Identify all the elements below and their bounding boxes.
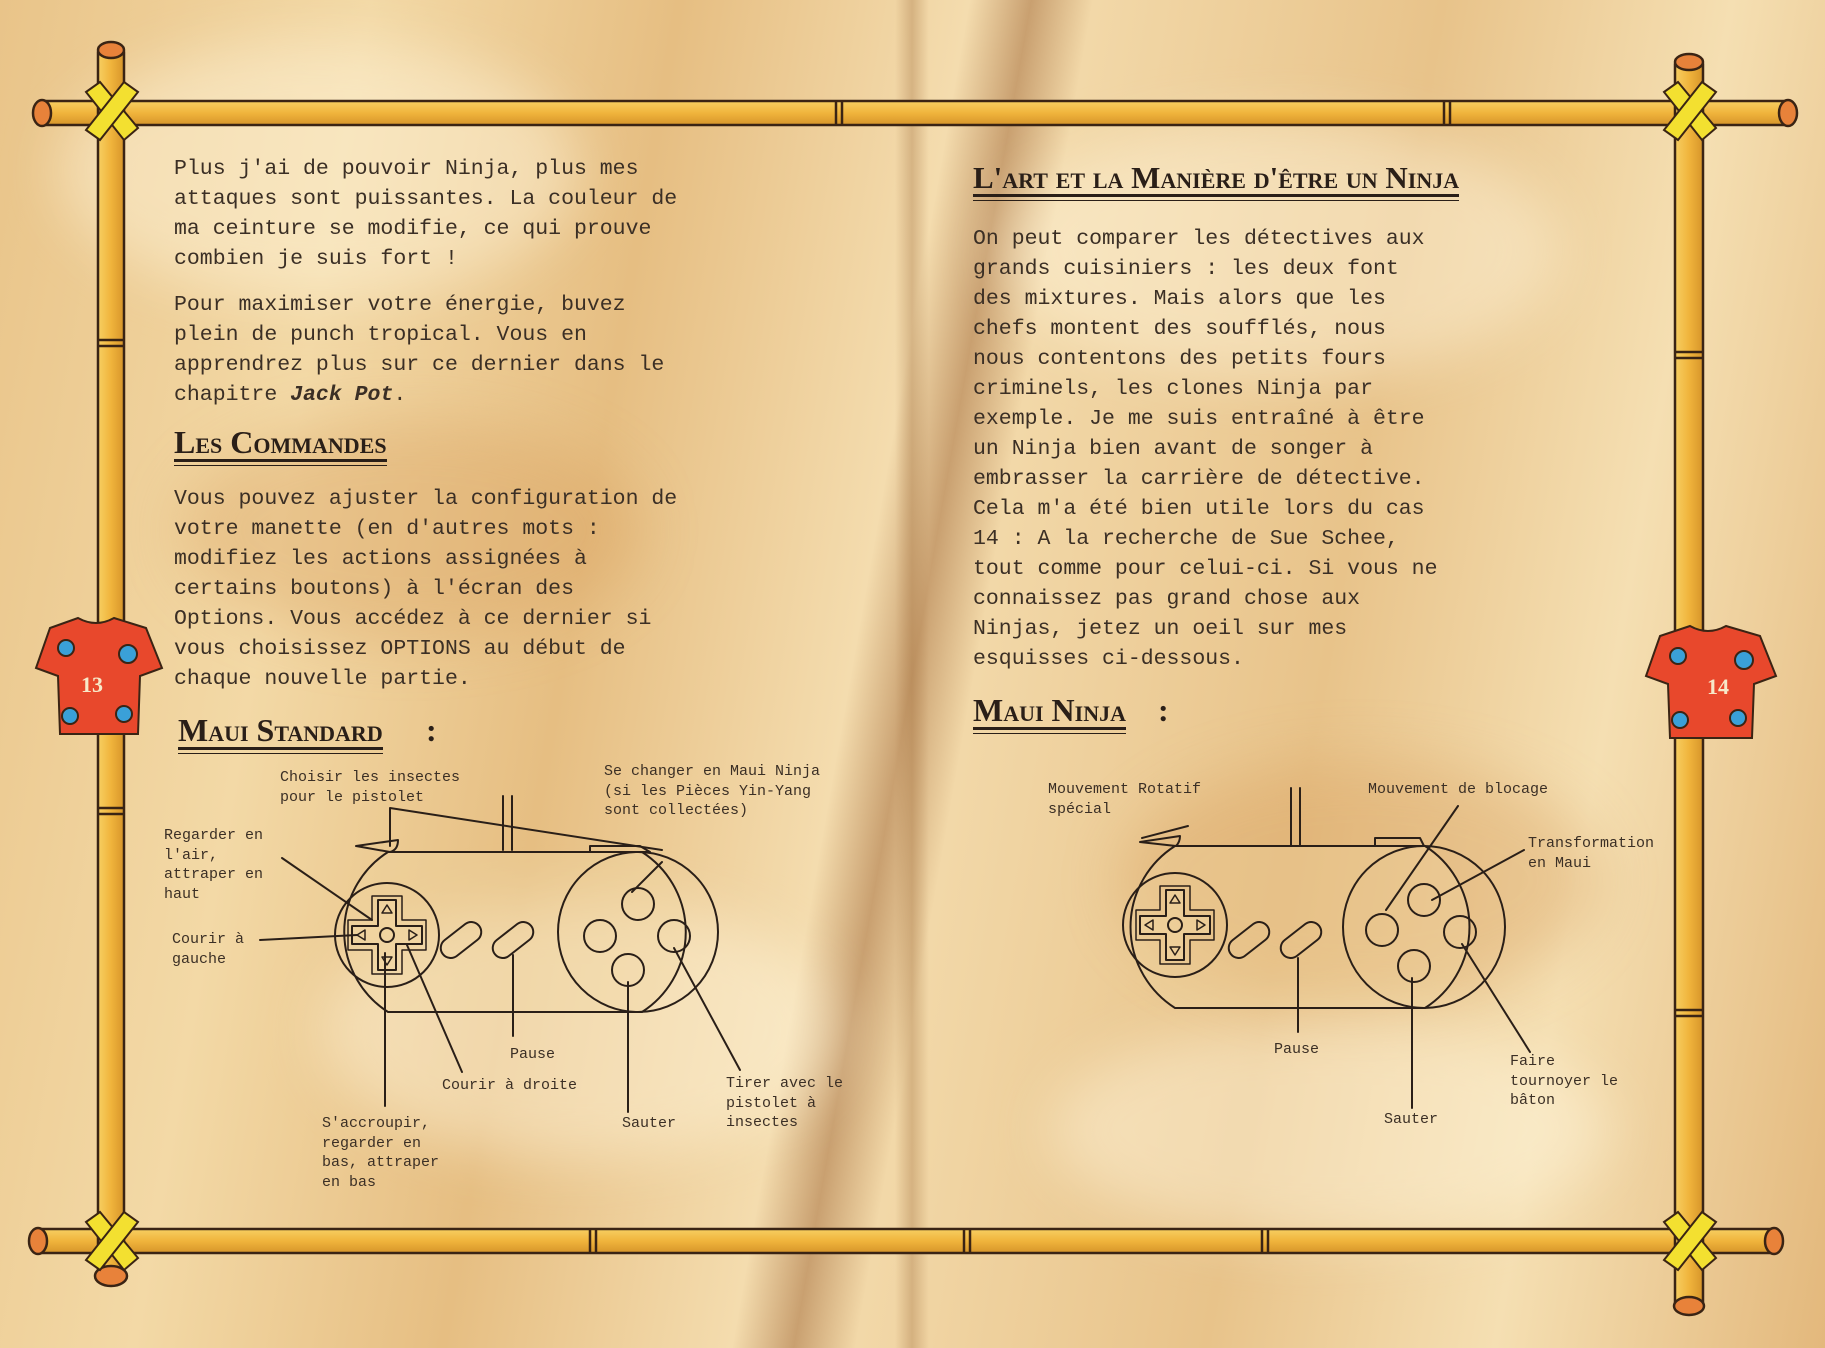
label-rotate: Mouvement Rotatif spécial — [1048, 781, 1202, 818]
energy-paragraph — [174, 290, 664, 410]
commands-paragraph: Vous pouvez ajuster la configuration de votre manette (en d'autres mots : modifiez les actions assignées à certains boutons) à l'écran des Options. Vous accédez à ce dernier si vous choisissez OPTIONS au début de chaque nouvelle partie. — [174, 487, 678, 691]
page-number-13: 13 — [81, 672, 103, 697]
maui-standard-colon: : — [426, 712, 437, 748]
commands-heading: Les Commandes — [174, 424, 387, 460]
ninja-art-heading: L'art et la Manière d'être un Ninja — [973, 160, 1460, 195]
label-spin-staff: Faire tournoyer le bâton — [1510, 1053, 1619, 1109]
maui-ninja-colon: : — [1158, 692, 1169, 728]
label-pause-right: Pause — [1274, 1041, 1320, 1058]
maui-standard-heading: Maui Standard — [178, 712, 383, 748]
bamboo-bottom-pole — [36, 1229, 1776, 1253]
label-run-right: Courir à droite — [442, 1077, 578, 1094]
energy-paragraph-end: . — [393, 383, 407, 407]
label-jump-left: Sauter — [622, 1115, 677, 1132]
bamboo-top-pole — [40, 101, 1790, 125]
energy-paragraph-text: Pour maximiser votre énergie, buvez plein de punch tropical. Vous en apprendrez plus sur ce dernier dans le chapitre — [174, 293, 665, 407]
intro-paragraph: Plus j'ai de pouvoir Ninja, plus mes attaques sont puissantes. La couleur de ma ceinture se modifie, ce qui prouve combien je suis fort ! — [174, 157, 678, 271]
label-transform: Transformation en Maui — [1528, 835, 1655, 872]
label-look-up: Regarder en l'air, attraper en haut — [164, 827, 264, 903]
maui-ninja-heading: Maui Ninja — [973, 692, 1126, 728]
label-choose-insects: Choisir les insectes pour le pistolet — [280, 769, 461, 806]
label-jump-right: Sauter — [1384, 1111, 1439, 1128]
label-run-left: Courir à gauche — [172, 931, 245, 968]
label-crouch: S'accroupir, regarder en bas, attraper en bas — [322, 1115, 440, 1191]
page-number-14: 14 — [1707, 674, 1729, 699]
label-ninja-switch: Se changer en Maui Ninja (si les Pièces Yin-Yang sont collectées) — [604, 763, 821, 819]
ninja-paragraph: On peut comparer les détectives aux grands cuisiniers : les deux font des mixtures. Mais alors que les chefs montent des soufflés, nous nous contentons des petits fours criminels, les clones Ninja par exemple. Je me suis entraîné à être un Ninja bien avant de songer à embrasser la carrière de détective. Cela m'a été bien utile lors du cas 14 : A la recherche de Sue Schee, tout comme pour celui-ci. Si vous ne connaissez pas grand chose aux Ninjas, jetez un oeil sur mes esquisses ci-dessous. — [973, 227, 1438, 671]
label-pause-left: Pause — [510, 1046, 556, 1063]
label-block: Mouvement de blocage — [1368, 781, 1549, 798]
jack-pot-chapter-name: Jack Pot — [290, 383, 394, 407]
label-shoot: Tirer avec le pistolet à insectes — [726, 1075, 844, 1131]
